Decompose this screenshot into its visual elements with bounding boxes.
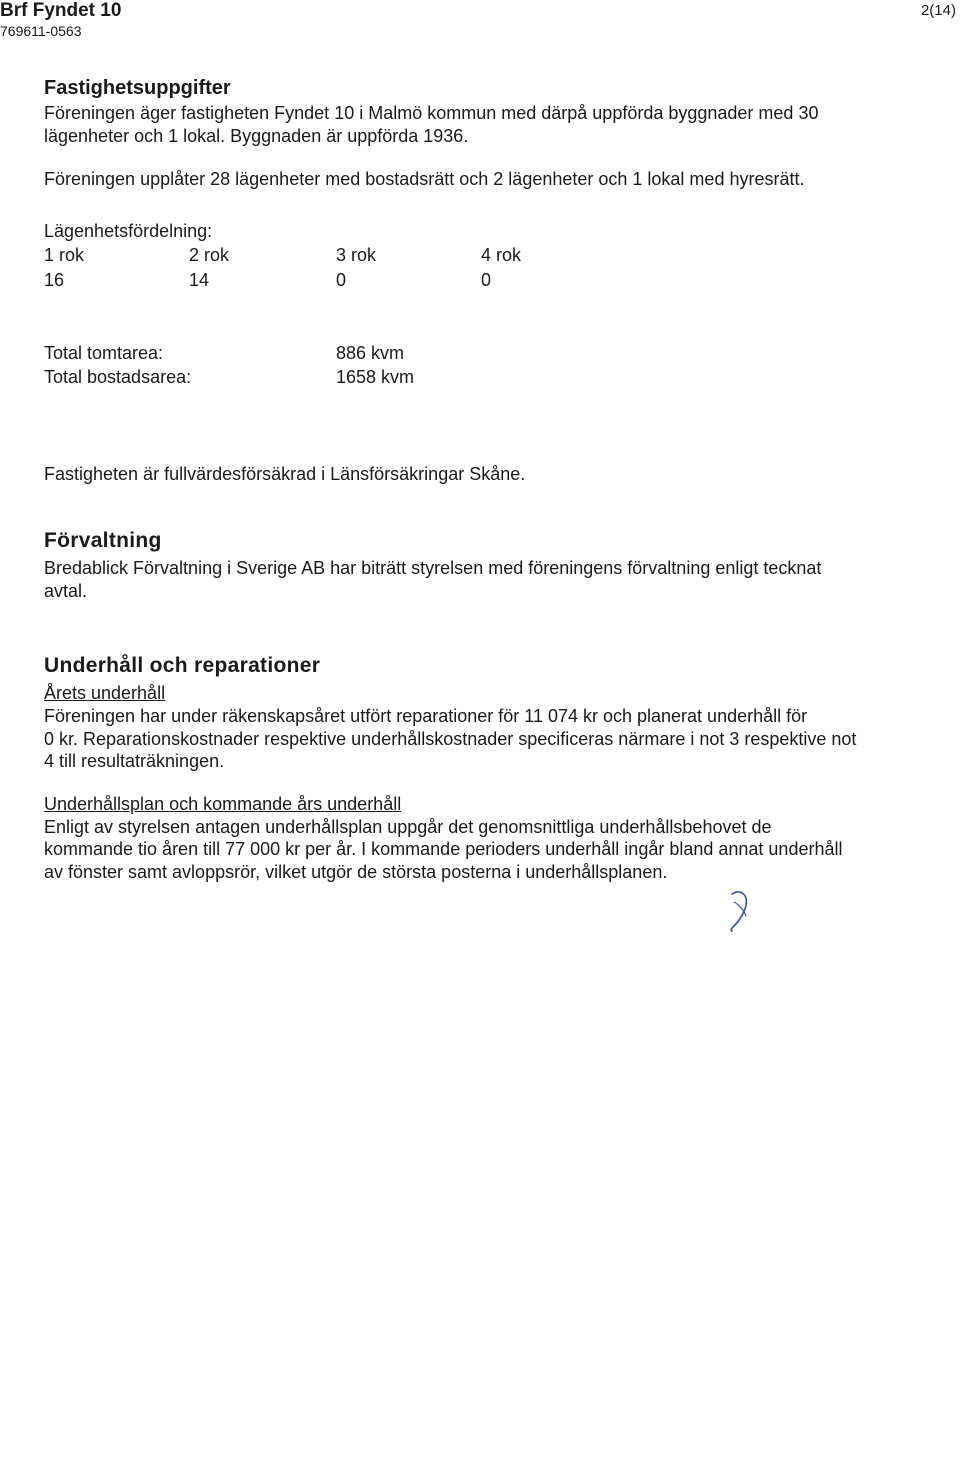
page-number: 2(14) bbox=[920, 2, 956, 19]
area-value: 886 kvm bbox=[336, 343, 405, 363]
area-label: Total tomtarea: bbox=[44, 343, 164, 363]
maintenance-line3: 4 till resultaträkningen. bbox=[44, 751, 225, 771]
management-line1: Bredablick Förvaltning i Sverige AB har biträtt styrelsen med föreningens förvaltning enligt tecknat bbox=[44, 558, 822, 578]
insurance-statement: Fastigheten är fullvärdesförsäkrad i Länsförsäkringar Skåne. bbox=[44, 464, 526, 484]
tenure-description: Föreningen upplåter 28 lägenheter med bostadsrätt och 2 lägenheter och 1 lokal med hyresrätt. bbox=[44, 169, 805, 189]
handwritten-initials bbox=[724, 888, 758, 936]
subheading-underhallsplan: Underhållsplan och kommande års underhåll bbox=[44, 794, 402, 814]
room-count: 0 bbox=[336, 270, 347, 290]
room-count: 0 bbox=[481, 270, 492, 290]
property-description-line1: Föreningen äger fastigheten Fyndet 10 i Malmö kommun med därpå uppförda byggnader med 30 bbox=[44, 103, 819, 123]
section-heading-forvaltning: Förvaltning bbox=[44, 529, 162, 552]
maintenance-line2: 0 kr. Reparationskostnader respektive underhållskostnader specificeras närmare i not 3 respektive not bbox=[44, 729, 857, 749]
property-description-line2: lägenheter och 1 lokal. Byggnaden är uppförda 1936. bbox=[44, 126, 469, 146]
maintenance-line1: Föreningen har under räkenskapsåret utfört reparationer för 11 074 kr och planerat underhåll för bbox=[44, 706, 808, 726]
maintenance-plan-line3: av fönster samt avloppsrör, vilket utgör de största posterna i underhållsplanen. bbox=[44, 862, 668, 882]
area-value: 1658 kvm bbox=[336, 367, 415, 387]
maintenance-plan-line2: kommande tio åren till 77 000 kr per år. I kommande perioders underhåll ingår bland annat underhåll bbox=[44, 839, 843, 859]
room-type: 1 rok bbox=[44, 245, 85, 265]
room-type: 3 rok bbox=[336, 245, 377, 265]
room-type: 4 rok bbox=[481, 245, 522, 265]
room-count: 14 bbox=[189, 270, 210, 290]
organization-number: 769611-0563 bbox=[0, 23, 82, 39]
management-line2: avtal. bbox=[44, 581, 88, 601]
section-heading-underhall: Underhåll och reparationer bbox=[44, 654, 321, 677]
maintenance-plan-line1: Enligt av styrelsen antagen underhållsplan uppgår det genomsnittliga underhållsbehovet de bbox=[44, 817, 772, 837]
apartment-distribution-label: Lägenhetsfördelning: bbox=[44, 221, 213, 241]
area-label: Total bostadsarea: bbox=[44, 367, 192, 387]
room-type: 2 rok bbox=[189, 245, 230, 265]
organization-name: Brf Fyndet 10 bbox=[0, 0, 122, 21]
section-heading-fastighetsuppgifter: Fastighetsuppgifter bbox=[44, 77, 231, 99]
subheading-arets-underhall: Årets underhåll bbox=[44, 683, 166, 703]
room-count: 16 bbox=[44, 270, 65, 290]
